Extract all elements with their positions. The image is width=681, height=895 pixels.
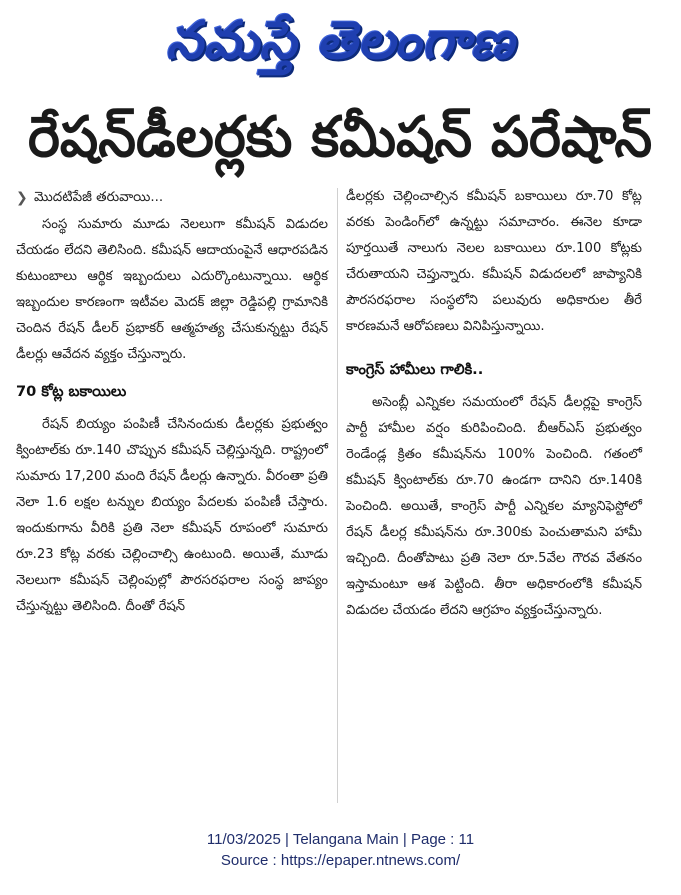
subheading: కాంగ్రెస్‌ హామీలు గాలికి.. bbox=[346, 361, 484, 378]
headline-text: రేషన్‌డీలర్లకు కమీషన్‌ పరేషాన్‌ bbox=[28, 105, 653, 170]
masthead bbox=[0, 2, 681, 80]
footer-date-line: 11/03/2025 | Telangana Main | Page : 11 bbox=[206, 831, 475, 848]
column-divider bbox=[337, 188, 338, 803]
chevron-right-icon: ❯ bbox=[16, 190, 28, 206]
right-column bbox=[346, 184, 642, 624]
continued-label bbox=[16, 184, 328, 212]
continued-text: మొదటిపేజీ తరువాయి... bbox=[34, 190, 164, 205]
headline bbox=[0, 96, 681, 180]
footer-source-line: Source : https://epaper.ntnews.com/ bbox=[220, 852, 461, 869]
subheading: 70 కోట్ల బకాయిలు bbox=[16, 383, 127, 400]
article-paragraph: డీలర్లకు చెల్లించాల్సిన కమీషన్‌ బకాయిలు రూ.70 కోట్ల వరకు పెండింగ్‌లో ఉన్నట్టు సమాచారం. ఈనెల కూడా పూర్తయితే నాలుగు నెలల బకాయిలు రూ.100 కోట్లకు చేరుతాయని చెప్తున్నారు. కమీషన్‌ విడుదలలో జాప్యానికి పౌరసరఫరాల సంస్థలోని పలువురు అధికారుల తీరే కారణమనే ఆరోపణలు వినిపిస్తున్నాయి. bbox=[346, 189, 642, 334]
article-paragraph: అసెంబ్లీ ఎన్నికల సమయంలో రేషన్‌ డీలర్లపై కాంగ్రెస్‌ పార్టీ హామీల వర్షం కురిపించింది. బీఆర్‌ఎస్‌ ప్రభుత్వం రెండేండ్ల క్రితం కమీషన్‌ను 100% పెంచింది. గతంలో కమీషన్‌ క్వింటాల్‌కు రూ.70 ఉండగా దానిని రూ.140కి పెంచింది. అయితే, కాంగ్రెస్‌ పార్టీ ఎన్నికల మ్యానిఫెస్టోలో రేషన్‌ డీలర్ల కమీషన్‌ను రూ.300కు పెంచుతామని హామీ ఇచ్చింది. దీంతోపాటు ప్రతి నెలా రూ.5వేల గౌరవ వేతనం ఇస్తామంటూ ఆశ పెట్టింది. తీరా అధికారంలోకి కమీషన్‌ విడుదల చేయడం లేదని ఆగ్రహం వ్యక్తంచేస్తున్నారు. bbox=[346, 395, 642, 618]
left-column bbox=[16, 184, 328, 620]
article-paragraph: రేషన్‌ బియ్యం పంపిణీ చేసినందుకు డీలర్లకు ప్రభుత్వం క్వింటాల్‌కు రూ.140 చొప్పున కమీషన్‌ చెల్లిస్తున్నది. రాష్ట్రంలో సుమారు 17,200 మంది రేషన్‌ డీలర్లు ఉన్నారు. వీరంతా ప్రతి నెలా 1.6 లక్షల టన్నుల బియ్యం పేదలకు పంపిణీ చేస్తారు. ఇందుకుగాను వీరికి ప్రతి నెలా కమీషన్‌ రూపంలో సుమారు రూ.23 కోట్ల వరకు చెల్లించాల్సి ఉంటుంది. అయితే, మూడు నెలలుగా కమీషన్‌ చెల్లింపుల్లో పౌరసరఫరాల సంస్థ జాప్యం చేస్తున్నట్టు తెలిసింది. దీంతో రేషన్‌ bbox=[16, 417, 328, 614]
article-paragraph: సంస్థ సుమారు మూడు నెలలుగా కమీషన్‌ విడుదల చేయడం లేదని తెలిసింది. కమీషన్‌ ఆదాయంపైనే ఆధారపడిన కుటుంబాలు ఆర్థిక ఇబ్బందులు ఎదుర్కొంటున్నాయి. ఆర్థిక ఇబ్బందుల కారణంగా ఇటీవల మెదక్‌ జిల్లా రెడ్డిపల్లి గ్రామానికి చెందిన రేషన్‌ డీలర్‌ ప్రభాకర్‌ ఆత్మహత్య చేసుకున్నట్టు రేషన్‌ డీలర్లు ఆవేదన వ్యక్తం చేస్తున్నారు. bbox=[16, 217, 328, 362]
masthead-logo: నమస్తే తెలంగాణ bbox=[166, 10, 515, 71]
